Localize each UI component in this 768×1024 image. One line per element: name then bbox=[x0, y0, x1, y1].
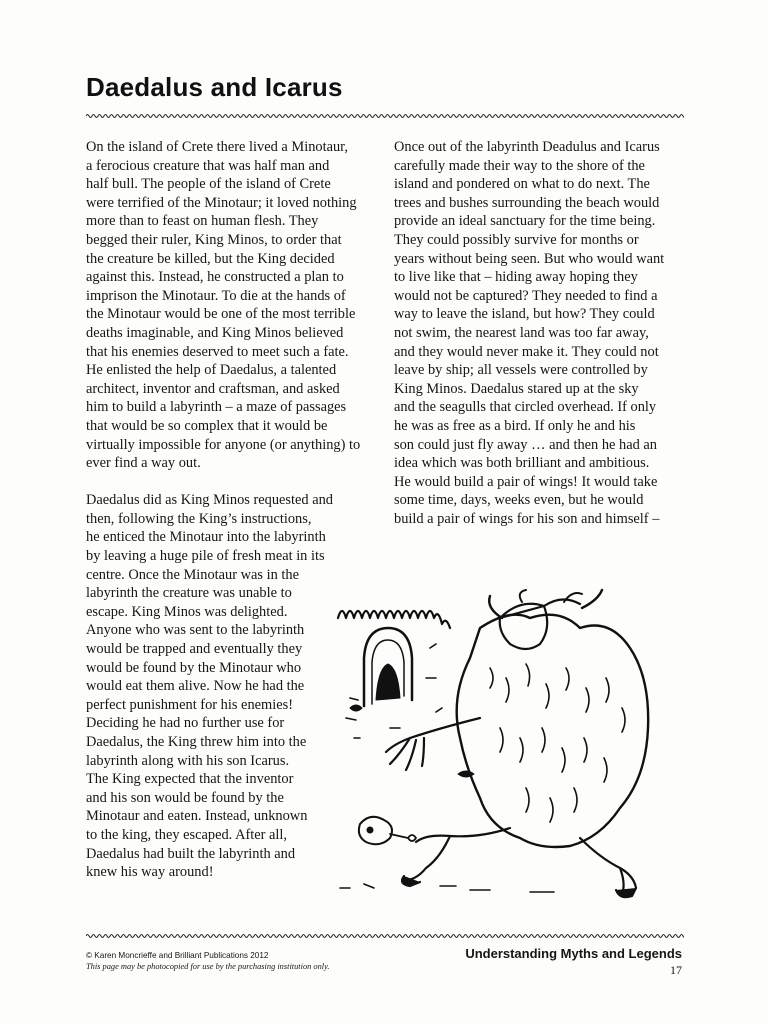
text-line: would eat them alive. Now he had the bbox=[86, 678, 305, 695]
minotaur-illustration bbox=[330, 588, 670, 908]
text-line: more than to feast on human flesh. They bbox=[86, 213, 319, 230]
text-line: him to build a labyrinth – a maze of passages bbox=[86, 399, 347, 416]
text-line: a ferocious creature that was half man and bbox=[86, 157, 330, 174]
bottom-wavy-rule bbox=[86, 932, 684, 940]
text-line: Deciding he had no further use for bbox=[86, 715, 285, 732]
text-line: Daedalus did as King Minos requested and bbox=[86, 492, 333, 509]
text-line: he was as free as a bird. If only he and his bbox=[394, 417, 636, 434]
text-line: and the seagulls that circled overhead. If only bbox=[394, 399, 657, 416]
text-line: years without being seen. But who would want bbox=[394, 250, 665, 267]
text-line: provide an ideal sanctuary for the time being. bbox=[394, 213, 656, 230]
meat-bone bbox=[359, 817, 392, 844]
text-line: labyrinth the creature was unable to bbox=[86, 585, 292, 602]
text-line: virtually impossible for anyone (or anything) to bbox=[86, 436, 361, 453]
text-line: build a pair of wings for his son and himself – bbox=[394, 510, 660, 527]
text-line: imprison the Minotaur. To die at the hands of bbox=[86, 287, 346, 304]
text-line: against this. Instead, he constructed a plan to bbox=[86, 269, 344, 286]
text-line: He enlisted the help of Daedalus, a talented bbox=[86, 362, 337, 379]
text-line: and they would never make it. They could not bbox=[394, 343, 659, 360]
horn-left bbox=[489, 596, 502, 618]
copyright-text: © Karen Moncrieffe and Brilliant Publications 2012 bbox=[86, 951, 269, 960]
text-line: perfect punishment for his enemies! bbox=[86, 696, 293, 713]
text-line: the Minotaur would be one of the most terrible bbox=[86, 306, 356, 323]
text-line: would not be captured? They needed to find a bbox=[394, 287, 658, 304]
minotaur-head bbox=[500, 599, 580, 649]
text-line: he enticed the Minotaur into the labyrinth bbox=[86, 529, 326, 546]
text-line: Minotaur and eaten. Instead, unknown bbox=[86, 808, 308, 825]
text-line: would be found by the Minotaur who bbox=[86, 659, 302, 676]
text-line: centre. Once the Minotaur was in the bbox=[86, 566, 299, 583]
text-line: On the island of Crete there lived a Minotaur, bbox=[86, 139, 348, 155]
text-line: island and pondered on what to do next. The bbox=[394, 176, 650, 193]
text-line: carefully made their way to the shore of the bbox=[394, 157, 645, 174]
paragraph-intro bbox=[86, 138, 386, 473]
minotaur-leg-right bbox=[580, 838, 636, 894]
text-line: would be trapped and eventually they bbox=[86, 641, 303, 658]
text-line: that his enemies deserved to meet such a fate. bbox=[86, 343, 349, 360]
text-line: They could possibly survive for months or bbox=[394, 231, 639, 248]
top-wavy-rule bbox=[86, 112, 684, 120]
text-line: trees and bushes surrounding the beach would bbox=[394, 194, 660, 211]
text-line: He would build a pair of wings! It would take bbox=[394, 473, 658, 490]
page-title: Daedalus and Icarus bbox=[86, 72, 343, 102]
text-line: The King expected that the inventor bbox=[86, 771, 294, 788]
text-line: the creature be killed, but the King decided bbox=[86, 250, 335, 267]
text-line: and his son would be found by the bbox=[86, 789, 284, 806]
text-line: way to leave the island, but how? They could bbox=[394, 306, 655, 323]
text-line: Once out of the labyrinth Deadulus and Icarus bbox=[394, 139, 660, 155]
right-column bbox=[394, 138, 686, 528]
text-line: knew his way around! bbox=[86, 864, 214, 881]
text-line: by leaving a huge pile of fresh meat in its bbox=[86, 548, 325, 565]
text-line: then, following the King’s instructions, bbox=[86, 510, 312, 527]
text-line: begged their ruler, King Minos, to order that bbox=[86, 231, 342, 248]
photocopy-note: This page may be photocopied for use by the purchasing institution only. bbox=[86, 962, 330, 971]
text-line: ever find a way out. bbox=[86, 455, 201, 472]
text-line: son could just fly away … and then he had an bbox=[394, 436, 657, 453]
minotaur-leg-left bbox=[408, 828, 510, 880]
text-line: Daedalus had built the labyrinth and bbox=[86, 845, 296, 862]
text-line: deaths imaginable, and King Minos believed bbox=[86, 324, 344, 341]
text-line: Daedalus, the King threw him into the bbox=[86, 734, 307, 750]
page-number: 17 bbox=[670, 963, 682, 977]
text-line: King Minos. Daedalus stared up at the sky bbox=[394, 380, 639, 397]
text-line: to the king, they escaped. After all, bbox=[86, 826, 288, 843]
text-line: were terrified of the Minotaur; it loved nothing bbox=[86, 194, 357, 211]
text-line: Anyone who was sent to the labyrinth bbox=[86, 622, 305, 639]
footer-left bbox=[86, 950, 329, 972]
footer-right bbox=[465, 946, 682, 978]
paragraph-shore bbox=[394, 138, 686, 528]
maze-wall-outline bbox=[338, 611, 450, 628]
text-line: not swim, the nearest land was too far away, bbox=[394, 324, 649, 341]
text-line: idea which was both brilliant and ambitious. bbox=[394, 455, 650, 472]
text-line: labyrinth along with his son Icarus. bbox=[86, 752, 290, 769]
book-title: Understanding Myths and Legends bbox=[465, 946, 682, 961]
text-line: that would be so complex that it would be bbox=[86, 417, 328, 434]
text-line: some time, days, weeks even, but he would bbox=[394, 492, 644, 509]
text-line: leave by ship; all vessels were controlled by bbox=[394, 362, 648, 379]
text-line: escape. King Minos was delighted. bbox=[86, 603, 288, 620]
horn-right bbox=[582, 590, 602, 608]
text-line: architect, inventor and craftsman, and asked bbox=[86, 380, 340, 397]
text-line: half bull. The people of the island of Crete bbox=[86, 176, 331, 193]
text-line: to live like that – hiding away hoping they bbox=[394, 269, 638, 286]
